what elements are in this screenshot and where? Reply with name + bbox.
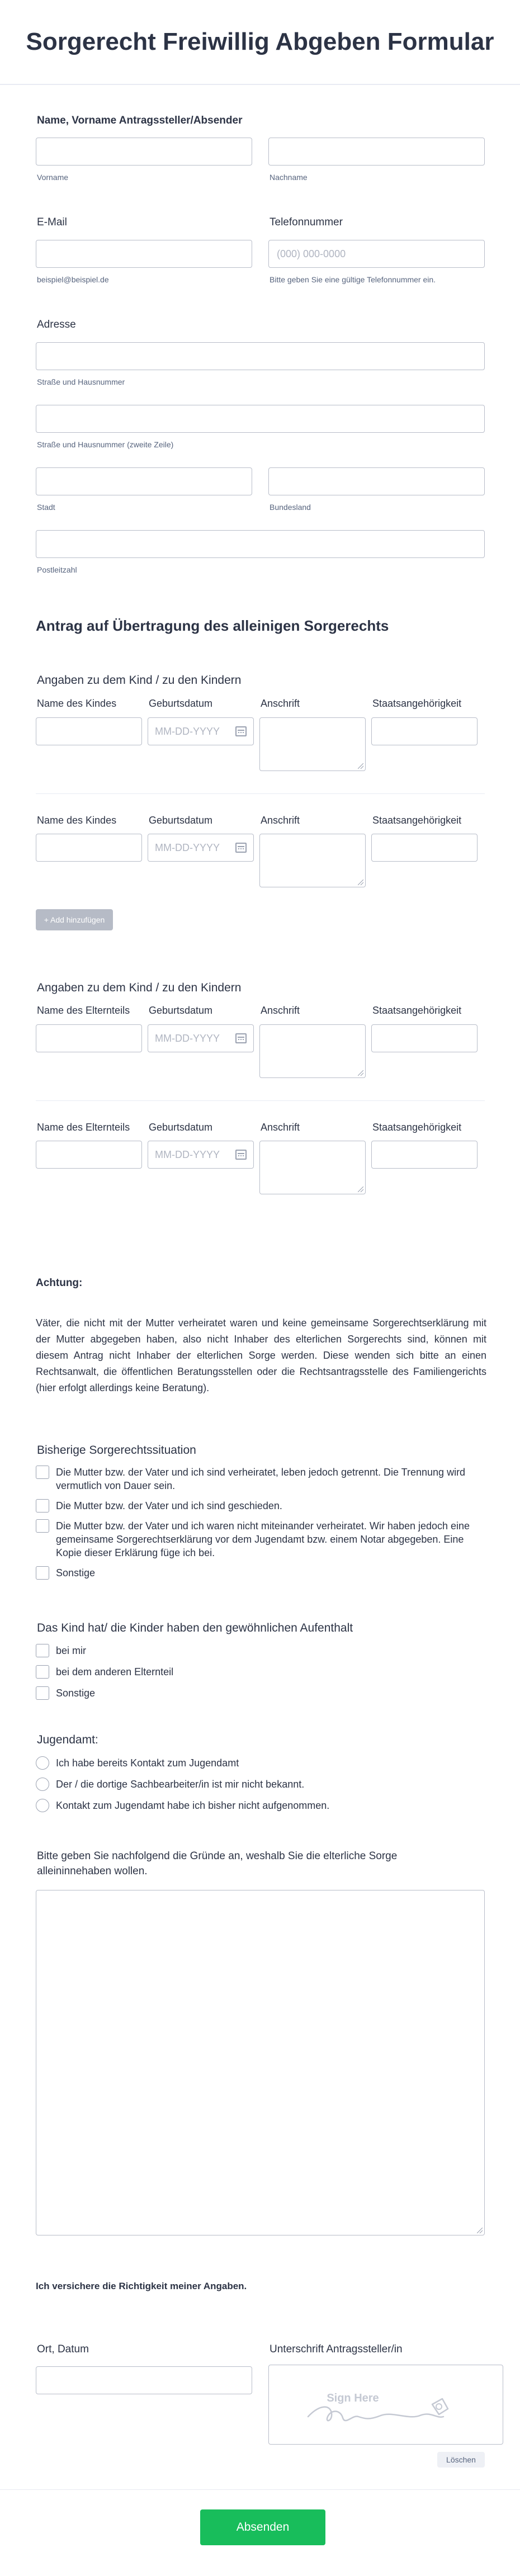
header-divider <box>0 84 520 85</box>
checkbox[interactable] <box>36 1499 49 1512</box>
checkbox[interactable] <box>36 1686 49 1700</box>
signature-label: Unterschrift Antragssteller/in <box>270 2343 403 2355</box>
residence-option[interactable] <box>36 1686 486 1700</box>
date-placeholder: MM-DD-YYYY <box>155 725 220 737</box>
parent-birthdate-input[interactable] <box>148 1141 254 1169</box>
youth-office-title: Jugendamt: <box>37 1733 98 1746</box>
date-placeholder: MM-DD-YYYY <box>155 1148 220 1160</box>
checkbox[interactable] <box>36 1644 49 1657</box>
radio-button[interactable] <box>36 1778 49 1791</box>
signature-hint-icon <box>269 2365 503 2445</box>
custody-status-options <box>36 1466 486 1580</box>
checkbox[interactable] <box>36 1519 49 1533</box>
children-col-address: Anschrift <box>261 698 300 709</box>
parent-nationality-input[interactable] <box>371 1024 478 1052</box>
footer-divider <box>0 2489 520 2490</box>
name-label: Name, Vorname Antragssteller/Absender <box>37 115 243 126</box>
phone-label: Telefonnummer <box>270 216 343 228</box>
calendar-icon[interactable] <box>235 843 247 853</box>
request-section-title: Antrag auf Übertragung des alleinigen Sorgerechts <box>36 617 389 634</box>
zip-sublabel: Postleitzahl <box>37 565 77 574</box>
parents-col-name: Name des Elternteils <box>37 1122 130 1133</box>
parent-name-input[interactable] <box>36 1024 142 1052</box>
parents-col-address: Anschrift <box>261 1122 300 1133</box>
custody-option-label: Sonstige <box>56 1567 96 1578</box>
parents-col-birthdate: Geburtsdatum <box>149 1122 213 1133</box>
children-col-address: Anschrift <box>261 815 300 826</box>
youth-office-option-label: Ich habe bereits Kontakt zum Jugendamt <box>56 1757 239 1769</box>
last-name-input[interactable] <box>268 138 485 166</box>
confirmation-text: Ich versichere die Richtigkeit meiner Angaben. <box>36 2281 247 2291</box>
email-input[interactable] <box>36 240 252 268</box>
checkbox[interactable] <box>36 1665 49 1679</box>
parents-table-title: Angaben zu dem Kind / zu den Kindern <box>37 981 242 994</box>
child-nationality-input[interactable] <box>371 834 478 862</box>
checkbox[interactable] <box>36 1566 49 1580</box>
state-input[interactable] <box>268 467 485 495</box>
street2-sublabel: Straße und Hausnummer (zweite Zeile) <box>37 440 174 449</box>
residence-option-label: bei dem anderen Elternteil <box>56 1666 174 1677</box>
child-birthdate-input[interactable] <box>148 717 254 745</box>
first-name-sublabel: Vorname <box>37 173 69 182</box>
parents-col-name: Name des Elternteils <box>37 1005 130 1016</box>
submit-button[interactable]: Absenden <box>200 2509 325 2545</box>
place-date-input[interactable] <box>36 2366 252 2394</box>
custody-option[interactable] <box>36 1566 486 1580</box>
email-sublabel: beispiel@beispiel.de <box>37 275 109 284</box>
address-label: Adresse <box>37 319 76 330</box>
street1-input[interactable] <box>36 342 485 370</box>
reasons-label: Bitte geben Sie nachfolgend die Gründe an, weshalb Sie die elterliche Sorge alleininnehaben wollen. <box>37 1850 398 1877</box>
resize-grip-icon[interactable] <box>358 1187 363 1192</box>
phone-input[interactable] <box>268 240 485 268</box>
residence-option-label: bei mir <box>56 1645 87 1656</box>
residence-option[interactable] <box>36 1665 486 1679</box>
youth-office-option-label: Der / die dortige Sachbearbeiter/in ist mir nicht bekannt. <box>56 1779 305 1790</box>
residence-options <box>36 1644 486 1700</box>
children-col-name: Name des Kindes <box>37 698 117 709</box>
radio-button[interactable] <box>36 1799 49 1812</box>
parents-col-address: Anschrift <box>261 1005 300 1016</box>
street2-input[interactable] <box>36 405 485 433</box>
children-col-nationality: Staatsangehörigkeit <box>372 698 462 709</box>
resize-grip-icon[interactable] <box>358 880 363 885</box>
child-name-input[interactable] <box>36 717 142 745</box>
custody-option[interactable] <box>36 1519 486 1559</box>
page-title: Sorgerecht Freiwillig Abgeben Formular <box>26 28 494 55</box>
street1-sublabel: Straße und Hausnummer <box>37 377 125 386</box>
first-name-input[interactable] <box>36 138 252 166</box>
youth-office-option[interactable] <box>36 1778 486 1791</box>
radio-button[interactable] <box>36 1756 49 1770</box>
residence-title: Das Kind hat/ die Kinder haben den gewöhnlichen Aufenthalt <box>37 1622 353 1634</box>
parents-col-nationality: Staatsangehörigkeit <box>372 1005 462 1016</box>
parent-address-textarea[interactable] <box>259 1141 366 1194</box>
residence-option[interactable] <box>36 1644 486 1657</box>
checkbox[interactable] <box>36 1466 49 1479</box>
parent-birthdate-input[interactable] <box>148 1024 254 1052</box>
row-divider <box>36 793 485 794</box>
children-col-nationality: Staatsangehörigkeit <box>372 815 462 826</box>
calendar-icon[interactable] <box>235 1150 247 1160</box>
last-name-sublabel: Nachname <box>270 173 308 182</box>
parent-nationality-input[interactable] <box>371 1141 478 1169</box>
calendar-icon[interactable] <box>235 726 247 736</box>
parents-col-nationality: Staatsangehörigkeit <box>372 1122 462 1133</box>
child-address-textarea[interactable] <box>259 717 366 771</box>
parent-name-input[interactable] <box>36 1141 142 1169</box>
custody-option-label: Die Mutter bzw. der Vater und ich waren nicht miteinander verheiratet. Wir haben jedoch eine gemeinsame Sorgerechtserklärung vor dem Jugendamt bzw. einem Notar abgegeben. Eine Kopie dieser Erklärung füge ich bei. <box>56 1520 470 1558</box>
custody-status-title: Bisherige Sorgerechtssituation <box>37 1444 196 1457</box>
children-col-name: Name des Kindes <box>37 815 117 826</box>
resize-grip-icon[interactable] <box>477 2228 483 2233</box>
parent-address-textarea[interactable] <box>259 1024 366 1078</box>
child-address-textarea[interactable] <box>259 834 366 887</box>
youth-office-options <box>36 1756 486 1812</box>
children-table-title: Angaben zu dem Kind / zu den Kindern <box>37 674 242 687</box>
zip-input[interactable] <box>36 530 485 558</box>
calendar-icon[interactable] <box>235 1033 247 1043</box>
youth-office-option[interactable] <box>36 1756 486 1770</box>
date-placeholder: MM-DD-YYYY <box>155 842 220 853</box>
resize-grip-icon[interactable] <box>358 1070 363 1076</box>
residence-option-label: Sonstige <box>56 1688 96 1699</box>
child-nationality-input[interactable] <box>371 717 478 745</box>
notice-text: Väter, die nicht mit der Mutter verheiratet waren und keine gemeinsame Sorgerechtserklärung mit der Mutter abgegeben haben, also nicht Inhaber des elterlichen Sorgerechts sind, können mit diesem Antrag nicht Inhaber der elterlichen Sorge werden. Diese wenden sich bitte an einen Rechtsanwalt, die öffentlichen Beratungsstellen oder die Rechtsantragsstelle des Familiengerichts (hier erfolgt allerdings keine Beratung). <box>36 1317 486 1393</box>
custody-option-label: Die Mutter bzw. der Vater und ich sind geschieden. <box>56 1500 282 1511</box>
place-date-label: Ort, Datum <box>37 2343 89 2355</box>
row-divider <box>36 1100 485 1101</box>
signature-hint-text: Sign Here <box>327 2392 379 2404</box>
custody-option[interactable] <box>36 1466 486 1492</box>
date-placeholder: MM-DD-YYYY <box>155 1032 220 1044</box>
youth-office-option-label: Kontakt zum Jugendamt habe ich bisher nicht aufgenommen. <box>56 1800 330 1811</box>
child-name-input[interactable] <box>36 834 142 862</box>
custody-option[interactable] <box>36 1499 486 1512</box>
phone-sublabel: Bitte geben Sie eine gültige Telefonnummer ein. <box>270 275 436 284</box>
children-col-birthdate: Geburtsdatum <box>149 698 213 709</box>
youth-office-option[interactable] <box>36 1799 486 1812</box>
state-sublabel: Bundesland <box>270 503 311 512</box>
city-sublabel: Stadt <box>37 503 55 512</box>
email-label: E-Mail <box>37 216 67 228</box>
clear-signature-button[interactable]: Löschen <box>437 2452 485 2468</box>
resize-grip-icon[interactable] <box>358 763 363 769</box>
signature-pad[interactable] <box>268 2365 503 2445</box>
reasons-textarea[interactable] <box>36 1890 485 2235</box>
parents-col-birthdate: Geburtsdatum <box>149 1005 213 1016</box>
notice-title: Achtung: <box>36 1277 83 1289</box>
add-row-button[interactable]: + Add hinzufügen <box>36 909 113 930</box>
child-birthdate-input[interactable] <box>148 834 254 862</box>
children-col-birthdate: Geburtsdatum <box>149 815 213 826</box>
city-input[interactable] <box>36 467 252 495</box>
custody-option-label: Die Mutter bzw. der Vater und ich sind verheiratet, leben jedoch getrennt. Die Trennung wird vermutlich von Dauer sein. <box>56 1467 466 1491</box>
